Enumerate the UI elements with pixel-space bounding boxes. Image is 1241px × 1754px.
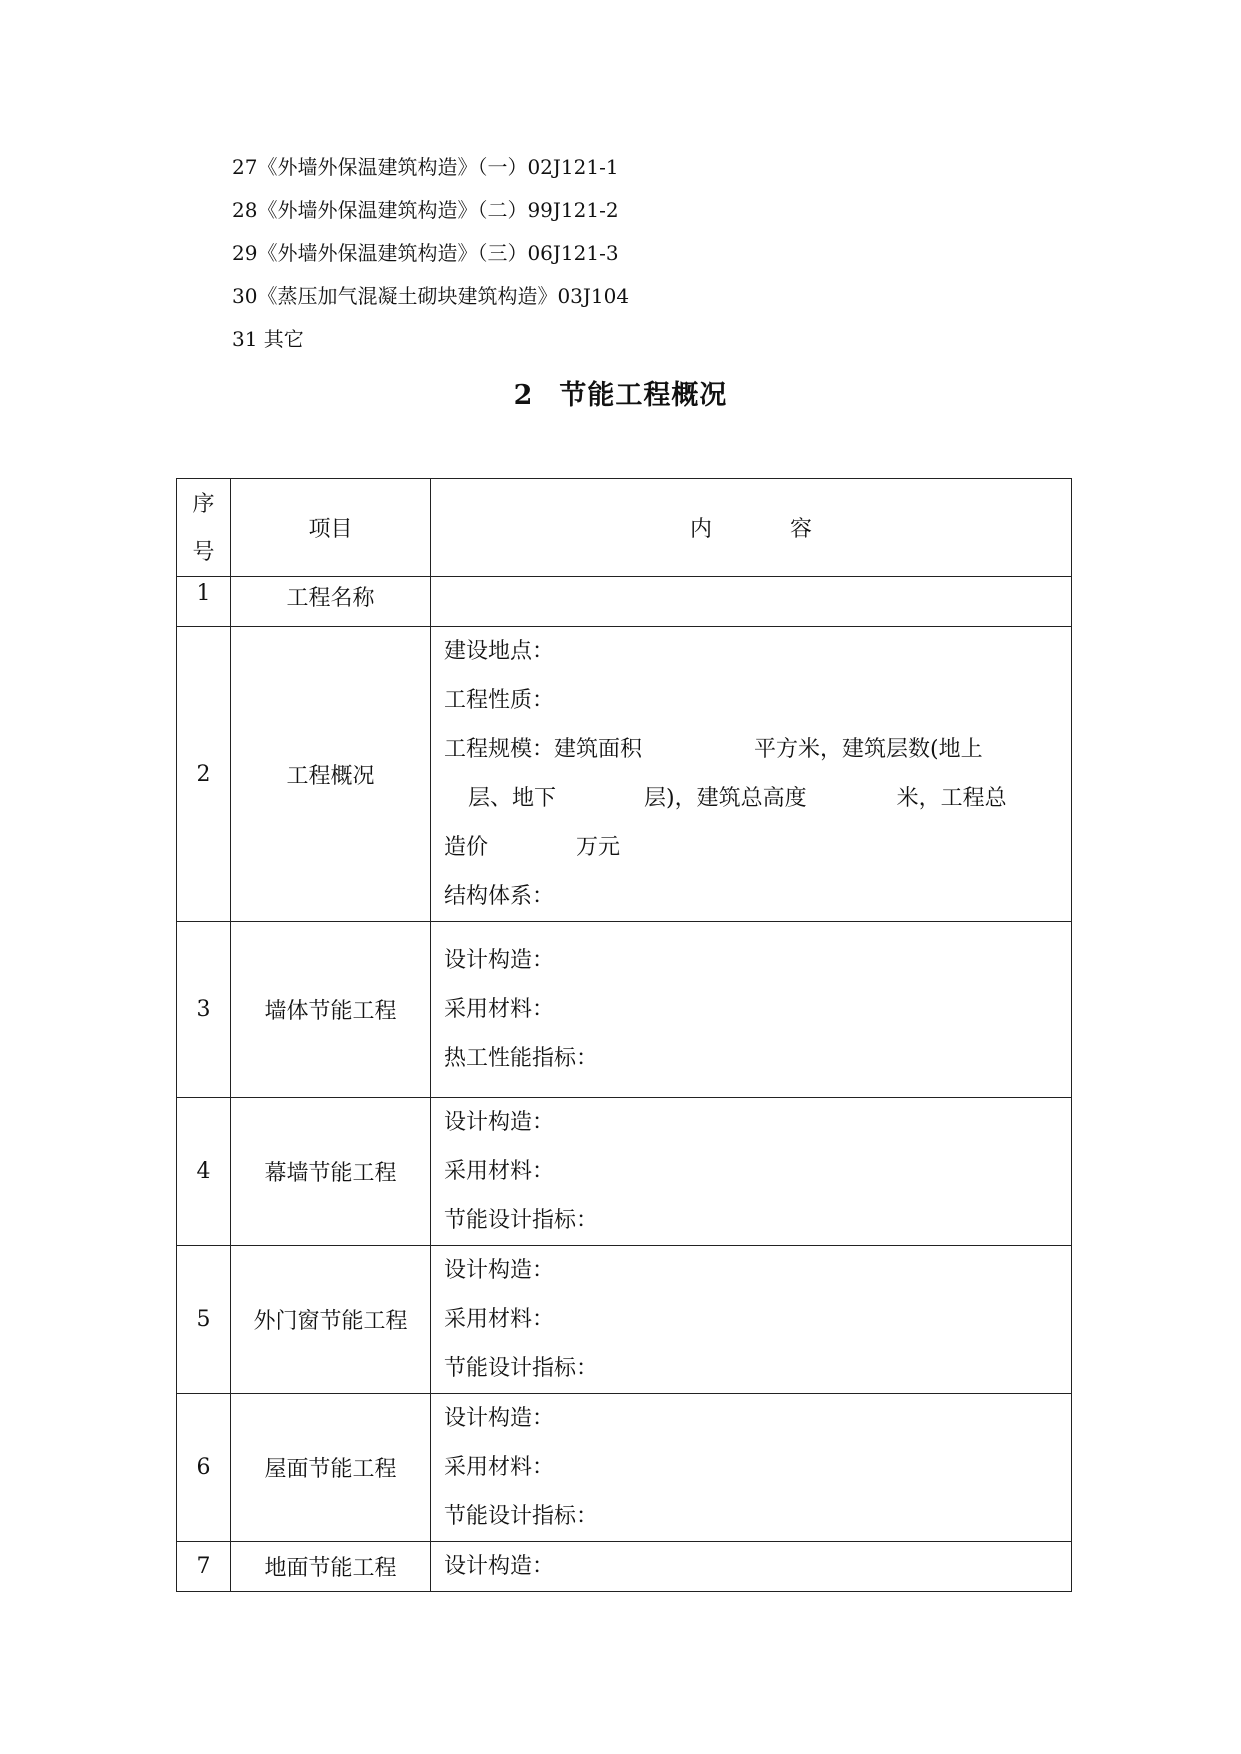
row-item: 工程名称 [231,577,431,627]
content-line: 设计构造： [444,1110,555,1135]
content-line: 结构体系： [444,884,555,909]
section-number: 2 [513,380,534,411]
section-heading [0,373,1241,412]
table-row [177,627,1072,922]
reference-item: 31 其它 [232,327,304,351]
header-content: 内 容 [431,479,1072,577]
content-line: 工程规模：建筑面积 平方米，建筑层数(地上 [444,737,983,762]
content-line: 节能设计指标： [444,1208,599,1233]
header-item: 项目 [231,479,431,577]
overview-table [176,478,1072,1592]
row-item: 墙体节能工程 [231,922,431,1098]
table-row [177,577,1072,627]
row-item: 幕墙节能工程 [231,1098,431,1246]
content-line: 热工性能指标： [444,1046,599,1071]
table-header-row [177,479,1072,577]
row-no: 6 [177,1394,231,1542]
content-line: 设计构造： [444,1406,555,1431]
row-content [431,577,1072,627]
row-content [431,1542,1072,1592]
row-no: 7 [177,1542,231,1592]
content-line: 设计构造： [444,1258,555,1283]
content-line: 造价 万元 [444,835,621,860]
content-line: 采用材料： [444,1455,555,1480]
row-content [431,1394,1072,1542]
table-row [177,1098,1072,1246]
content-line: 采用材料： [444,997,555,1022]
table-row [177,1394,1072,1542]
content-line: 层、地下 层)，建筑总高度 米，工程总 [468,786,1007,811]
row-item: 工程概况 [231,627,431,922]
content-line: 设计构造： [444,948,555,973]
row-item: 屋面节能工程 [231,1394,431,1542]
row-item: 外门窗节能工程 [231,1246,431,1394]
row-no: 5 [177,1246,231,1394]
row-content [431,627,1072,922]
header-no: 序 号 [177,479,231,577]
row-no: 2 [177,627,231,922]
row-no: 3 [177,922,231,1098]
content-line: 采用材料： [444,1159,555,1184]
content-line: 设计构造： [444,1554,555,1579]
table-row [177,922,1072,1098]
table-row [177,1246,1072,1394]
content-line: 节能设计指标： [444,1356,599,1381]
content-line: 采用材料： [444,1307,555,1332]
row-content [431,1098,1072,1246]
content-line: 节能设计指标： [444,1504,599,1529]
content-line: 建设地点： [444,639,555,664]
row-item: 地面节能工程 [231,1542,431,1592]
reference-list [232,146,629,361]
reference-item: 27《外墙外保温建筑构造》（一）02J121-1 [232,155,619,179]
section-title: 节能工程概况 [559,380,728,411]
reference-item: 29《外墙外保温建筑构造》（三）06J121-3 [232,241,619,265]
table-row [177,1542,1072,1592]
row-content [431,1246,1072,1394]
row-content [431,922,1072,1098]
reference-item: 30《蒸压加气混凝土砌块建筑构造》03J104 [232,284,630,308]
reference-item: 28《外墙外保温建筑构造》（二）99J121-2 [232,198,619,222]
content-line: 工程性质： [444,688,555,713]
row-no: 4 [177,1098,231,1246]
row-no: 1 [177,577,231,627]
